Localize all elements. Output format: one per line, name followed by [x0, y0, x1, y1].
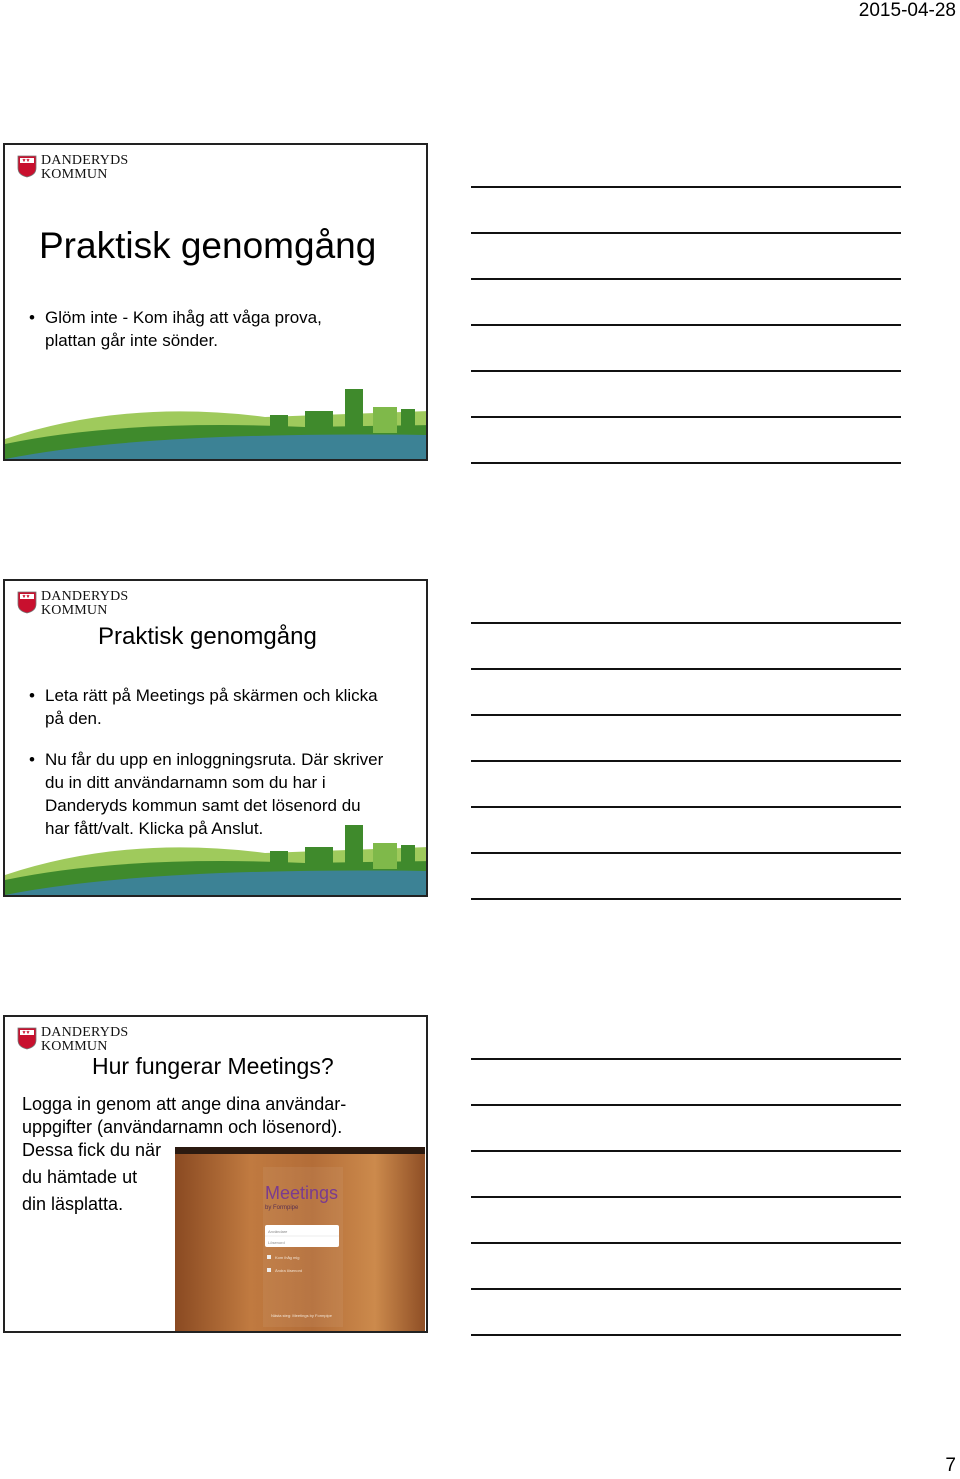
password-placeholder: Lösenord [268, 1240, 285, 1245]
municipality-logo [17, 1026, 128, 1054]
slide-3 [3, 1015, 428, 1333]
notes-lines-3 [471, 1058, 901, 1380]
header-date: 2015-04-28 [858, 0, 956, 21]
app-sub: by Formpipe [265, 1205, 299, 1211]
slide-title: Praktisk genomgång [98, 623, 317, 650]
municipality-logo [17, 154, 128, 182]
coat-of-arms-icon [17, 154, 37, 178]
municipality-logo [17, 590, 128, 618]
bullet-list [29, 306, 359, 365]
logo-line-2: KOMMUN [41, 603, 108, 618]
logo-line-1: DANDERYDS [41, 1025, 129, 1040]
logo-line-1: DANDERYDS [41, 589, 129, 604]
screen-footer: Nästa steg: Meetings by Formpipe [271, 1313, 332, 1318]
notes-lines-1 [471, 186, 901, 508]
coat-of-arms-icon [17, 1026, 37, 1050]
meetings-login-screen [175, 1147, 425, 1333]
slide-1 [3, 143, 428, 461]
logo-line-1: DANDERYDS [41, 153, 129, 168]
body-line: din läsplatta. [22, 1194, 124, 1214]
ipad-login-screenshot [175, 1147, 425, 1333]
lock-icon [267, 1268, 271, 1272]
body-line: uppgifter (användarnamn och lösenord). [22, 1117, 343, 1137]
coat-of-arms-icon [17, 590, 37, 614]
app-name: Meetings [265, 1183, 339, 1203]
notes-lines-2 [471, 622, 901, 944]
bullet-item: • Glöm inte - Kom ihåg att våga prova, plattan går inte sönder. [29, 306, 359, 352]
remember-label: Kom ihåg mig [275, 1255, 300, 1260]
slide-title: Praktisk genomgång [39, 225, 377, 266]
slide-title: Hur fungerar Meetings? [92, 1053, 334, 1079]
change-password-link: Ändra lösenord [275, 1268, 303, 1273]
bullet-item: • Nu får du upp en inloggningsruta. Där skriver du in ditt användarnamn som du har i Danderyds kommun samt det lösenord du har fått/valt. Klicka på Anslut. [29, 748, 389, 840]
bullet-list [29, 684, 389, 853]
remember-checkbox[interactable] [267, 1255, 271, 1259]
bullet-item: • Leta rätt på Meetings på skärmen och klicka på den. [29, 684, 389, 730]
body-line: Logga in genom att ange dina användar- [22, 1094, 347, 1114]
logo-line-2: KOMMUN [41, 167, 108, 182]
body-line: Dessa fick du när [22, 1140, 162, 1160]
body-line: du hämtade ut [22, 1167, 138, 1187]
logo-line-2: KOMMUN [41, 1039, 108, 1054]
page-number: 7 [945, 1455, 956, 1476]
slide-2 [3, 579, 428, 897]
landscape-illustration [5, 389, 428, 459]
username-placeholder: Användare [268, 1229, 288, 1234]
